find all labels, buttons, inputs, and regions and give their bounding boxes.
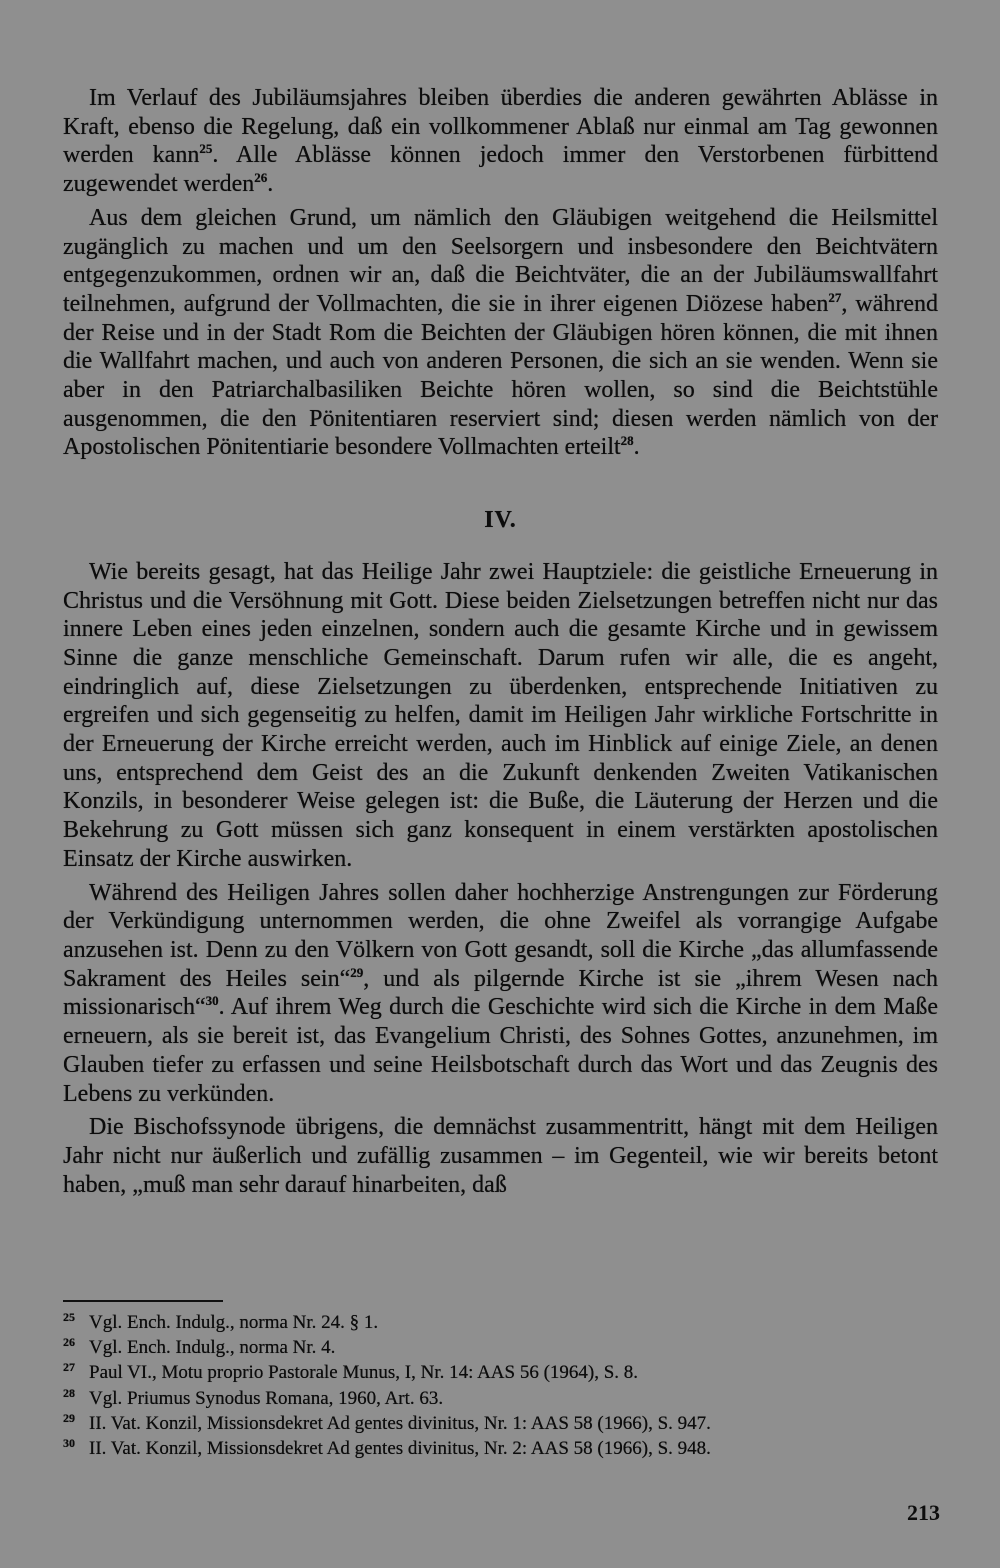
- footnote-text: II. Vat. Konzil, Missionsdekret Ad gentes divinitus, Nr. 2: AAS 58 (1966), S. 948.: [89, 1438, 711, 1460]
- footnote-text: Vgl. Priumus Synodus Romana, 1960, Art. 63.: [89, 1387, 444, 1409]
- footnote-number: 28: [63, 1385, 75, 1400]
- paragraphs-bottom: [63, 558, 938, 1199]
- footnote-number: 27: [63, 1360, 75, 1375]
- footnote-text: Vgl. Ench. Indulg., norma Nr. 4.: [89, 1337, 336, 1359]
- paragraph-text: Aus dem gleichen Grund, um nämlich den Gläubigen weitgehend die Heilsmittel zugänglich zu machen und um den Seelsorgern und insbesondere den Beichtvätern entgegenzukommen, ordnen wir an, daß die Beichtväter, die an der Jubiläumswallfahrt teilnehmen, aufgrund der Vollmachten, die sie in ihrer eigenen Diözese haben: [63, 204, 938, 317]
- paragraphs-top: [63, 84, 938, 462]
- page-number: 213: [907, 1500, 940, 1525]
- footnote-number: 29: [63, 1410, 75, 1425]
- footnote-text: II. Vat. Konzil, Missionsdekret Ad gentes divinitus, Nr. 1: AAS 58 (1966), S. 947.: [89, 1412, 711, 1434]
- footnote-reference: 27: [828, 289, 842, 305]
- footnote-item: [63, 1360, 943, 1385]
- footnote-reference: 30: [205, 993, 219, 1009]
- footnotes: [63, 1310, 943, 1461]
- footnote-text: Paul VI., Motu proprio Pastorale Munus, I, Nr. 14: AAS 56 (1964), S. 8.: [89, 1362, 639, 1384]
- footnote-number: 26: [63, 1335, 75, 1350]
- section-heading: IV.: [484, 507, 517, 534]
- paragraph-text: . Auf ihrem Weg durch die Geschichte wird sich die Kirche in dem Maße erneuern, als sie bereit ist, das Evangelium Christi, des Sohnes Gottes, anzunehmen, im Glauben tiefer zu erfassen und seine Heilsbotschaft durch das Wort und das Zeugnis des Lebens zu verkünden.: [63, 994, 938, 1107]
- paragraph-text: .: [633, 434, 640, 461]
- paragraph-text: . Alle Ablässe können jedoch immer den Verstorbenen fürbittend zugewendet werden: [63, 142, 939, 198]
- footnote-item: [63, 1411, 943, 1436]
- paragraph-text: , während der Reise und in der Stadt Rom die Beichten der Gläubigen hören können, die mit ihnen die Wallfahrt machen, und auch von anderen Personen, die sich an sie wenden. Wenn sie aber in den Patriarchalbasiliken Beichte hören wollen, so sind die Beichtstühle ausgenommen, die den Pönitentiaren reserviert sind; diesen werden nämlich von der Apostolischen Pönitentiarie besondere Vollmachten erteilt: [63, 290, 938, 461]
- footnote-reference: 26: [254, 170, 268, 186]
- footnote-item: [63, 1386, 943, 1411]
- footnote-number: 25: [63, 1310, 75, 1324]
- footnote-reference: 25: [199, 141, 213, 157]
- footnote-text: Vgl. Ench. Indulg., norma Nr. 24. § 1.: [89, 1312, 379, 1333]
- paragraph-text: .: [267, 171, 274, 198]
- paragraph-text: Die Bischofssynode übrigens, die demnächst zusammentritt, hängt mit dem Heiligen Jahr nicht nur äußerlich und zufällig zusammen – im Gegenteil, wie wir bereits betont haben, „muß man sehr darauf hinarbeiten, daß: [63, 1114, 938, 1198]
- footnote-reference: 28: [620, 433, 634, 449]
- footnote-rule: [63, 1300, 223, 1302]
- paragraph: [63, 84, 938, 199]
- paragraph: [63, 1113, 938, 1199]
- paragraph: [63, 558, 938, 874]
- footnote-item: [63, 1436, 943, 1461]
- footnote-reference: 29: [350, 964, 364, 980]
- footnote-item: [63, 1335, 943, 1360]
- paragraph-text: Im Verlauf des Jubiläumsjahres bleiben überdies die anderen gewährten Ablässe in Kraft, ebenso die Regelung, daß ein vollkommener Ablaß nur einmal am Tag gewonnen werden kann: [63, 85, 938, 169]
- body-text: [63, 84, 938, 1199]
- footnote-number: 30: [63, 1436, 75, 1451]
- paragraph: [63, 879, 938, 1109]
- paragraph-text: Wie bereits gesagt, hat das Heilige Jahr zwei Hauptziele: die geistliche Erneuerung in Christus und die Versöhnung mit Gott. Diese beiden Zielsetzungen betreffen nicht nur das innere Leben eines jeden einzelnen, sondern auch die gesamte Kirche und in gewissem Sinne die ganze menschliche Gemeinschaft. Darum rufen wir alle, die es angeht, eindringlich auf, diese Zielsetzungen zu überdenken, entsprechende Initiativen zu ergreifen und sich gegenseitig zu helfen, damit im Heiligen Jahr wirkliche Fortschritte in der Erneuerung der Kirche erreicht werden, auch im Hinblick auf einige Ziele, an denen uns, entsprechend dem Geist des an die Zukunft denkenden Zweiten Vatikanischen Konzils, in besonderer Weise gelegen ist: die Buße, die Läuterung der Herzen und die Bekehrung zu Gott müssen sich ganz konsequent in einem verstärkten apostolischen Einsatz der Kirche auswirken.: [63, 558, 938, 872]
- footnote-item: [63, 1310, 943, 1335]
- paragraph-text: Während des Heiligen Jahres sollen daher hochherzige Anstrengungen zur Förderung der Verkündigung unternommen werden, die ohne Zweifel als vorrangige Aufgabe anzusehen ist. Denn zu den Völkern von Gott gesandt, soll die Kirche „das allumfassende Sakrament des Heiles sein“: [63, 879, 938, 992]
- paragraph: [63, 204, 938, 462]
- paragraph-text: , und als pilgernde Kirche ist sie „ihrem Wesen nach missionarisch“: [63, 965, 938, 1021]
